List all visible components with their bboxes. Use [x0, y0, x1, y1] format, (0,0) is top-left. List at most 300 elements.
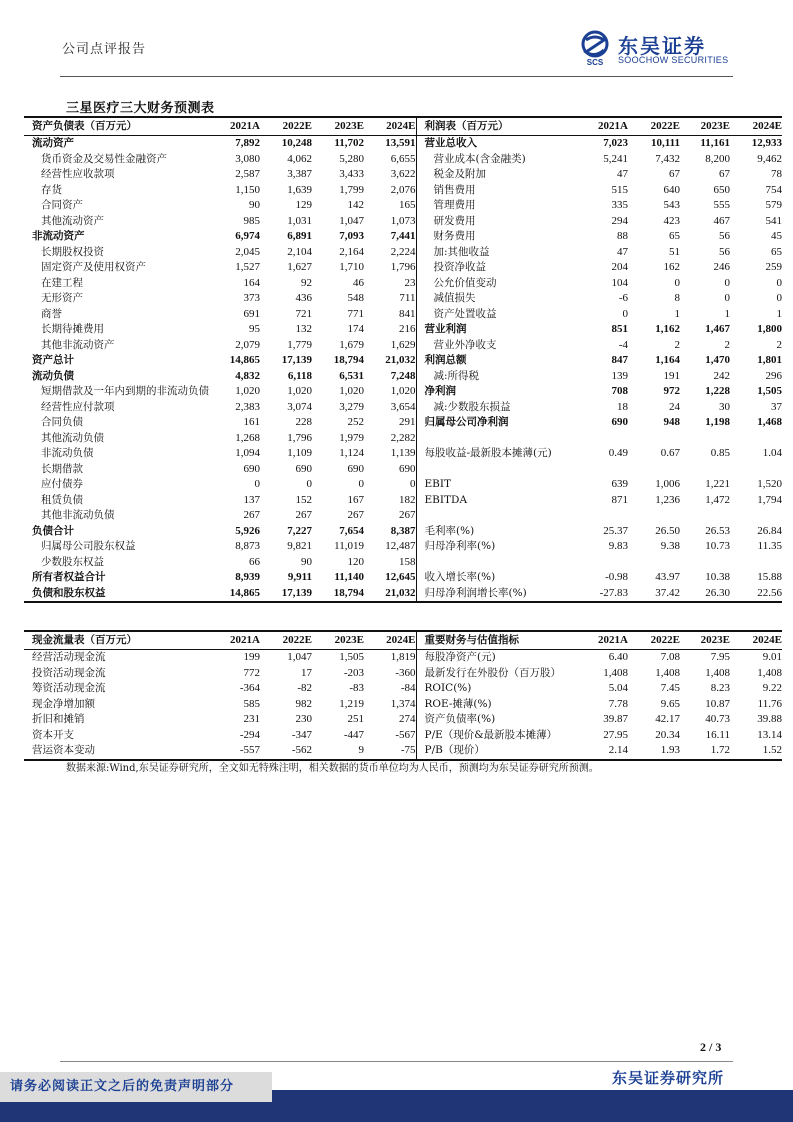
- row-label: 资产处置收益: [433, 307, 497, 320]
- year-header: 2024E: [730, 117, 782, 136]
- table-row: [24, 369, 782, 385]
- value-cell: 11,702: [334, 137, 364, 149]
- value-cell: 972: [663, 385, 680, 397]
- value-cell: [628, 431, 680, 447]
- row-label: 税金及附加: [433, 168, 486, 180]
- value-cell: 27.95: [603, 728, 628, 741]
- row-label: [416, 508, 582, 524]
- value-cell: -82: [297, 682, 312, 694]
- row-label: 其他非流动负债: [41, 509, 115, 521]
- value-cell: 51: [669, 245, 680, 258]
- table-row: [24, 353, 782, 369]
- value-cell: -83: [349, 682, 364, 694]
- value-cell: 9.22: [762, 682, 782, 694]
- value-cell: 65: [669, 230, 680, 242]
- row-label: 筹资活动现金流: [32, 682, 106, 694]
- value-cell: 139: [611, 369, 628, 382]
- value-cell: 4,832: [235, 369, 260, 382]
- value-cell: 24: [669, 400, 680, 413]
- value-cell: 721: [295, 307, 312, 320]
- value-cell: 2: [724, 338, 730, 351]
- value-cell: 7,654: [339, 524, 364, 537]
- value-cell: 174: [347, 323, 364, 335]
- table-row: [24, 167, 782, 183]
- row-label: 负债和股东权益: [24, 586, 210, 603]
- table-title: 现金流量表（百万元）: [24, 631, 210, 650]
- header-rule: [60, 76, 733, 77]
- value-cell: 541: [765, 214, 782, 227]
- value-cell: 246: [713, 261, 730, 273]
- value-cell: 294: [611, 214, 628, 227]
- value-cell: 8,939: [235, 571, 260, 583]
- row-label: 短期借款及一年内到期的非流动负债: [41, 385, 209, 397]
- row-label: [416, 431, 582, 447]
- value-cell: 56: [719, 230, 730, 242]
- value-cell: 161: [243, 416, 260, 428]
- value-cell: 1,047: [287, 651, 312, 663]
- row-label: 经营性应收款项: [41, 168, 115, 180]
- value-cell: [628, 508, 680, 524]
- value-cell: 17,139: [281, 354, 312, 366]
- year-header: 2024E: [730, 631, 782, 650]
- row-label: 资本开支: [32, 728, 74, 741]
- row-label: 商誉: [41, 307, 62, 320]
- year-header: 2023E: [312, 117, 364, 136]
- row-label: 非流动负债: [41, 447, 94, 459]
- value-cell: 274: [364, 712, 416, 728]
- value-cell: 26.53: [705, 524, 730, 537]
- value-cell: [680, 508, 730, 524]
- value-cell: 90: [249, 199, 260, 211]
- row-label: 归母净利润增长率(%): [416, 586, 582, 603]
- value-cell: 0: [724, 292, 730, 304]
- value-cell: -27.83: [582, 586, 628, 603]
- value-cell: [582, 555, 628, 571]
- value-cell: 39.88: [757, 713, 782, 725]
- value-cell: 690: [295, 462, 312, 475]
- value-cell: 26.84: [757, 524, 782, 537]
- row-label: 净利润: [424, 385, 456, 397]
- value-cell: 1,527: [235, 261, 260, 273]
- value-cell: 543: [663, 199, 680, 211]
- value-cell: 1,020: [364, 384, 416, 400]
- value-cell: 7,892: [235, 137, 260, 149]
- value-cell: 1,979: [339, 431, 364, 444]
- table-row: [24, 681, 782, 697]
- value-cell: 690: [347, 462, 364, 475]
- table-row: [24, 728, 782, 744]
- document-title: 三星医疗三大财务预测表: [66, 101, 215, 116]
- table-row: [24, 462, 782, 478]
- value-cell: 771: [347, 307, 364, 320]
- value-cell: 1,047: [339, 214, 364, 227]
- value-cell: 267: [364, 508, 416, 524]
- year-header: 2021A: [210, 117, 260, 136]
- row-label: EBIT: [424, 478, 452, 490]
- value-cell: [582, 508, 628, 524]
- value-cell: 1,796: [364, 260, 416, 276]
- row-label: 营运资本变动: [24, 743, 210, 760]
- value-cell: 423: [663, 214, 680, 227]
- value-cell: 1: [674, 307, 680, 320]
- row-label: 经营性应付款项: [41, 400, 115, 413]
- table-row: [24, 666, 782, 682]
- value-cell: 8: [674, 292, 680, 304]
- value-cell: 291: [364, 415, 416, 431]
- row-label: 每股收益-最新股本摊薄(元): [424, 447, 552, 459]
- value-cell: 11,161: [700, 137, 730, 149]
- value-cell: 1,800: [757, 323, 782, 335]
- value-cell: 17,139: [260, 586, 312, 603]
- value-cell: 65: [771, 245, 782, 258]
- value-cell: 6,118: [287, 369, 312, 382]
- value-cell: [730, 431, 782, 447]
- value-cell: [628, 462, 680, 478]
- value-cell: 26.30: [680, 586, 730, 603]
- value-cell: 515: [611, 183, 628, 196]
- value-cell: 132: [295, 323, 312, 335]
- value-cell: 11.76: [757, 697, 782, 710]
- value-cell: [628, 555, 680, 571]
- value-cell: -6: [618, 292, 628, 304]
- value-cell: 754: [765, 183, 782, 196]
- value-cell: 3,074: [287, 400, 312, 413]
- value-cell: [680, 555, 730, 571]
- value-cell: -567: [364, 728, 416, 744]
- table-row: [24, 493, 782, 509]
- value-cell: 9,462: [757, 152, 782, 165]
- value-cell: 1,020: [235, 385, 260, 397]
- value-cell: 0: [674, 276, 680, 289]
- table-row: [24, 586, 782, 603]
- value-cell: 13,591: [364, 136, 416, 152]
- value-cell: 1,221: [705, 478, 730, 490]
- year-header: 2023E: [680, 631, 730, 650]
- table-row: [24, 214, 782, 230]
- value-cell: 231: [243, 713, 260, 725]
- value-cell: 3,279: [339, 400, 364, 413]
- table-row: [24, 291, 782, 307]
- value-cell: 7,248: [364, 369, 416, 385]
- row-label: 每股净资产(元): [424, 651, 496, 663]
- value-cell: 690: [611, 416, 628, 428]
- row-label: [416, 555, 582, 571]
- value-cell: 95: [249, 323, 260, 335]
- value-cell: 1.04: [762, 447, 782, 459]
- table-row: [24, 570, 782, 586]
- value-cell: 5,926: [235, 524, 260, 537]
- row-label: 流动负债: [32, 369, 74, 382]
- table-row: [24, 260, 782, 276]
- value-cell: 21,032: [364, 353, 416, 369]
- scs-logo-icon: [578, 30, 612, 66]
- value-cell: 162: [663, 261, 680, 273]
- value-cell: -562: [260, 743, 312, 760]
- value-cell: 45: [771, 230, 782, 242]
- row-label: 经营活动现金流: [32, 651, 106, 663]
- row-label: 投资净收益: [433, 261, 486, 273]
- value-cell: 13.14: [757, 728, 782, 741]
- year-header: 2022E: [260, 631, 312, 650]
- row-label: 财务费用: [433, 230, 476, 242]
- value-cell: 9.01: [762, 651, 782, 663]
- value-cell: [730, 555, 782, 571]
- value-cell: 708: [611, 385, 628, 397]
- row-label: 归属母公司净利润: [424, 416, 509, 428]
- value-cell: 10,111: [650, 137, 680, 149]
- value-cell: 5,241: [603, 152, 628, 165]
- row-label: 减:少数股东损益: [433, 400, 511, 413]
- row-label: 投资活动现金流: [32, 666, 106, 679]
- value-cell: 158: [364, 555, 416, 571]
- row-label: 毛利率(%): [424, 524, 475, 537]
- value-cell: 12,487: [364, 539, 416, 555]
- table-row: [24, 743, 782, 760]
- forecast-table-top: [24, 116, 782, 603]
- row-label: 非流动资产: [32, 230, 85, 242]
- year-header: 2021A: [582, 117, 628, 136]
- company-logo: [578, 30, 738, 70]
- value-cell: 142: [347, 199, 364, 211]
- row-label: 营业外净收支: [433, 338, 497, 351]
- value-cell: 3,080: [235, 152, 260, 165]
- forecast-table-bottom: [24, 630, 782, 761]
- value-cell: 11.35: [757, 540, 782, 552]
- value-cell: 67: [669, 168, 680, 180]
- value-cell: 2,587: [235, 168, 260, 180]
- value-cell: 579: [765, 199, 782, 211]
- value-cell: 6.40: [608, 651, 628, 663]
- value-cell: -557: [210, 743, 260, 760]
- disclaimer-banner: 请务必阅读正文之后的免责声明部分: [0, 1072, 272, 1102]
- value-cell: 18,794: [333, 354, 364, 366]
- value-cell: 11,140: [334, 571, 364, 583]
- row-label: 应付债券: [41, 478, 83, 490]
- row-label: 少数股东权益: [41, 555, 104, 568]
- value-cell: 5,280: [339, 152, 364, 165]
- value-cell: -364: [239, 682, 260, 694]
- row-label: 长期借款: [41, 462, 83, 475]
- row-label: 存货: [41, 183, 62, 196]
- row-label: 公允价值变动: [433, 276, 497, 289]
- value-cell: 1,801: [757, 354, 782, 366]
- table-title: 资产负债表（百万元）: [24, 117, 210, 136]
- value-cell: 9: [312, 743, 364, 760]
- value-cell: 2,076: [364, 183, 416, 199]
- value-cell: 252: [347, 416, 364, 428]
- value-cell: 0.49: [608, 447, 628, 459]
- row-label: 固定资产及使用权资产: [41, 261, 146, 273]
- row-label: ROE-摊薄(%): [424, 697, 492, 710]
- value-cell: 548: [347, 292, 364, 304]
- value-cell: 436: [295, 292, 312, 304]
- value-cell: 1,779: [287, 338, 312, 351]
- table-row: [24, 415, 782, 431]
- value-cell: 9,821: [287, 540, 312, 552]
- table-row: [24, 400, 782, 416]
- value-cell: 690: [364, 462, 416, 478]
- value-cell: 711: [364, 291, 416, 307]
- value-cell: 1.52: [730, 743, 782, 760]
- value-cell: 9.65: [660, 697, 680, 710]
- value-cell: 242: [713, 369, 730, 382]
- value-cell: 167: [347, 493, 364, 506]
- value-cell: 37: [771, 400, 782, 413]
- value-cell: 871: [611, 493, 628, 506]
- value-cell: 0: [776, 276, 782, 289]
- table-row: [24, 198, 782, 214]
- row-label: 无形资产: [41, 292, 83, 304]
- value-cell: 14,865: [229, 354, 260, 366]
- row-label: EBITDA: [424, 493, 468, 506]
- row-label: 营业成本(含金融类): [433, 152, 526, 165]
- value-cell: -360: [364, 666, 416, 682]
- value-cell: 267: [347, 509, 364, 521]
- value-cell: 3,387: [287, 168, 312, 180]
- table-row: [24, 152, 782, 168]
- table-row: [24, 431, 782, 447]
- row-label: 归属母公司股东权益: [41, 540, 136, 552]
- table-row: [24, 183, 782, 199]
- value-cell: 555: [713, 199, 730, 211]
- value-cell: 37.42: [628, 586, 680, 603]
- value-cell: 1,408: [757, 666, 782, 679]
- table-row: [24, 245, 782, 261]
- table-row: [24, 446, 782, 462]
- value-cell: 1,796: [287, 431, 312, 444]
- value-cell: 1,228: [705, 385, 730, 397]
- value-cell: 12,933: [751, 137, 782, 149]
- value-cell: 690: [243, 462, 260, 475]
- value-cell: 165: [364, 198, 416, 214]
- value-cell: 199: [243, 651, 260, 663]
- value-cell: 259: [765, 261, 782, 273]
- value-cell: 1,468: [757, 416, 782, 428]
- value-cell: 2,079: [235, 338, 260, 351]
- value-cell: 9.38: [660, 540, 680, 552]
- value-cell: 267: [295, 509, 312, 521]
- value-cell: 21,032: [364, 586, 416, 603]
- value-cell: 47: [617, 245, 628, 258]
- value-cell: 67: [719, 168, 730, 180]
- value-cell: 1,219: [339, 697, 364, 710]
- row-label: 研发费用: [433, 214, 476, 227]
- value-cell: 1,150: [235, 183, 260, 196]
- year-header: 2022E: [628, 631, 680, 650]
- value-cell: 15.88: [757, 571, 782, 583]
- value-cell: 8.23: [710, 682, 730, 694]
- row-label: 营业总收入: [424, 137, 477, 149]
- row-label: 其他流动资产: [41, 214, 104, 227]
- value-cell: 88: [617, 230, 628, 242]
- value-cell: 467: [713, 214, 730, 227]
- value-cell: 17: [301, 666, 312, 679]
- value-cell: 1,374: [364, 697, 416, 713]
- value-cell: 9,911: [287, 571, 312, 583]
- value-cell: 841: [364, 307, 416, 323]
- value-cell: 1,006: [655, 478, 680, 490]
- value-cell: 1,139: [364, 446, 416, 462]
- value-cell: -75: [364, 743, 416, 760]
- value-cell: 0: [364, 477, 416, 493]
- table-row: [24, 712, 782, 728]
- value-cell: 47: [617, 168, 628, 180]
- value-cell: 92: [301, 276, 312, 289]
- row-label: 长期待摊费用: [41, 323, 104, 335]
- value-cell: 335: [611, 199, 628, 211]
- value-cell: 10,248: [281, 137, 312, 149]
- value-cell: 7,023: [603, 137, 628, 149]
- row-label: 营业利润: [424, 323, 467, 335]
- row-label: 减值损失: [433, 292, 476, 304]
- value-cell: 10.38: [705, 571, 730, 583]
- value-cell: 1,198: [705, 416, 730, 428]
- value-cell: 129: [295, 199, 312, 211]
- value-cell: 23: [364, 276, 416, 292]
- value-cell: 1,520: [757, 478, 782, 490]
- value-cell: 0.67: [660, 447, 680, 459]
- value-cell: 2,383: [235, 400, 260, 413]
- row-label: 合同资产: [41, 199, 83, 211]
- value-cell: 0: [724, 276, 730, 289]
- logo-english-name: SOOCHOW SECURITIES: [618, 55, 729, 65]
- value-cell: 2,104: [287, 245, 312, 258]
- value-cell: -4: [618, 338, 628, 351]
- row-label: 收入增长率(%): [424, 571, 496, 583]
- value-cell: 7.08: [660, 651, 680, 663]
- value-cell: 0: [306, 478, 312, 490]
- value-cell: 1,819: [364, 650, 416, 666]
- year-header: 2021A: [582, 631, 628, 650]
- value-cell: 40.73: [705, 713, 730, 725]
- value-cell: 4,062: [287, 152, 312, 165]
- value-cell: 10.87: [705, 697, 730, 710]
- value-cell: 1,124: [339, 447, 364, 459]
- value-cell: -447: [343, 728, 364, 741]
- value-cell: 204: [611, 261, 628, 273]
- value-cell: 7,432: [655, 152, 680, 165]
- value-cell: 3,433: [339, 168, 364, 180]
- value-cell: 691: [243, 307, 260, 320]
- value-cell: 25.37: [603, 524, 628, 537]
- value-cell: 39.87: [603, 713, 628, 725]
- value-cell: 1,031: [287, 214, 312, 227]
- value-cell: 296: [765, 369, 782, 382]
- value-cell: 0.85: [710, 447, 730, 459]
- value-cell: 66: [249, 555, 260, 568]
- table-row: [24, 524, 782, 540]
- value-cell: 1,710: [339, 261, 364, 273]
- row-label: 租赁负债: [41, 493, 83, 506]
- value-cell: [680, 431, 730, 447]
- row-label: 减:所得税: [433, 369, 480, 382]
- value-cell: 2,224: [364, 245, 416, 261]
- row-label: 负债合计: [32, 524, 74, 537]
- value-cell: 10.73: [705, 540, 730, 552]
- value-cell: 18: [617, 400, 628, 413]
- table-row: [24, 307, 782, 323]
- value-cell: 1,164: [655, 354, 680, 366]
- value-cell: 1,020: [287, 385, 312, 397]
- value-cell: 1,408: [603, 666, 628, 679]
- table-title: 重要财务与估值指标: [416, 631, 582, 650]
- value-cell: 5.04: [608, 682, 628, 694]
- value-cell: -84: [364, 681, 416, 697]
- data-source-note: 数据来源:Wind,东吴证券研究所，全文如无特殊注明，相关数据的货币单位均为人民币，预测均为东吴证券研究所预测。: [66, 763, 599, 774]
- logo-chinese-name: 东吴证券: [618, 34, 706, 58]
- value-cell: -347: [291, 728, 312, 741]
- value-cell: 30: [719, 400, 730, 413]
